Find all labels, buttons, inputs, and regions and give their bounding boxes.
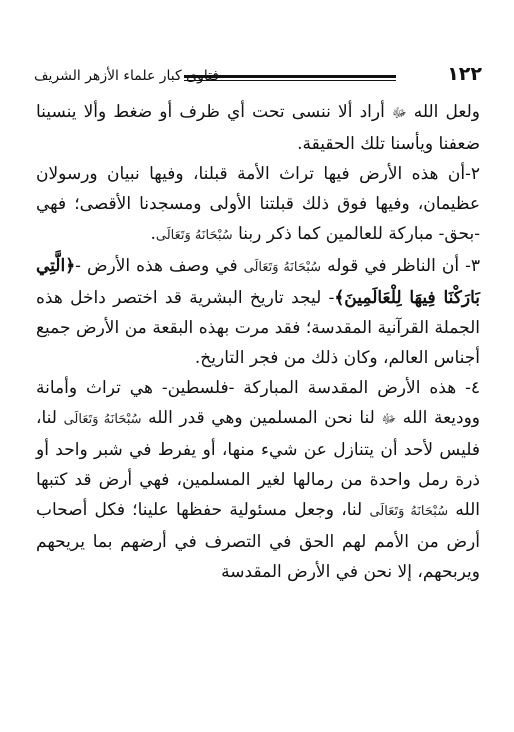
paragraph-text: . — [150, 224, 156, 244]
paragraph-3 — [36, 251, 480, 373]
paragraph-text: ٢-أن هذه الأرض فيها تراث الأمة قبلنا، وفيها نبيان ورسولان عظيمان، وفيها فوق ذلك قبلتنا الأولى ومسجدنا الأقصى؛ فهي -بحق- مباركة للعالمين كما ذكر ربنا — [36, 164, 480, 244]
paragraph-text: لنا، وجعل مسئولية حفظها علينا؛ فكل أصحاب أرض من الأمم لهم الحق في التصرف في أرضهم بما يريحهم ويربحهم، إلا نحن في الأرض المقدسة — [36, 500, 480, 582]
honorific-mark: سُبْحَانَهُ وَتَعَالَى — [369, 504, 449, 519]
paragraph-text: ٤- هذه الأرض المقدسة المباركة -فلسطين- هي تراث وأمانة ووديعة الله — [36, 378, 480, 428]
paragraph-text: ولعل الله — [406, 102, 481, 122]
paragraph-4 — [36, 373, 480, 587]
quran-quote: ﴿الَّتِي بَارَكْنَا فِيهَا لِلْعَالَمِينَ﴾ — [36, 256, 480, 308]
paragraph-1 — [36, 97, 480, 159]
paragraph-2 — [36, 159, 480, 251]
paragraph-text: لنا، فليس لأحد أن يتنازل عن شيء منها، أو يفرط في شبر واحد أو ذرة رمل واحدة من رمالها لغير المسلمين، فهي أرض قد كتبها الله — [36, 408, 480, 520]
paragraph-text: أراد ألا ننسى تحت أي ظرف أو ضغط وألا ينسينا ضعفنا ويأسنا تلك الحقيقة. — [36, 102, 480, 154]
paragraph-text: في وصف هذه الأرض - — [75, 256, 244, 276]
honorific-mark: ﷻ — [381, 412, 397, 427]
honorific-mark: سُبْحَانَهُ وَتَعَالَى — [243, 260, 322, 275]
header-divider — [184, 75, 396, 81]
paragraph-text: لنا نحن المسلمين وهي قدر الله — [141, 408, 382, 428]
honorific-mark: سُبْحَانَهُ وَتَعَالَى — [155, 228, 233, 243]
page-number: ١٢٢ — [447, 63, 482, 85]
page-body — [36, 97, 480, 587]
paragraph-text: - ليجد تاريخ البشرية قد اختصر داخل هذه الجملة القرآنية المقدسة؛ فقد مرت بهذه البقعة من الأرض جميع أجناس العالم، وكان ذلك من فجر التاريخ. — [36, 288, 480, 368]
paragraph-text: ٣- أن الناظر في قوله — [321, 256, 480, 276]
book-title: فتاوى كبار علماء الأزهر الشريف — [34, 68, 220, 84]
honorific-mark: سُبْحَانَهُ وَتَعَالَى — [63, 412, 142, 427]
honorific-mark: ﷻ — [391, 106, 407, 121]
page-header — [34, 55, 482, 89]
